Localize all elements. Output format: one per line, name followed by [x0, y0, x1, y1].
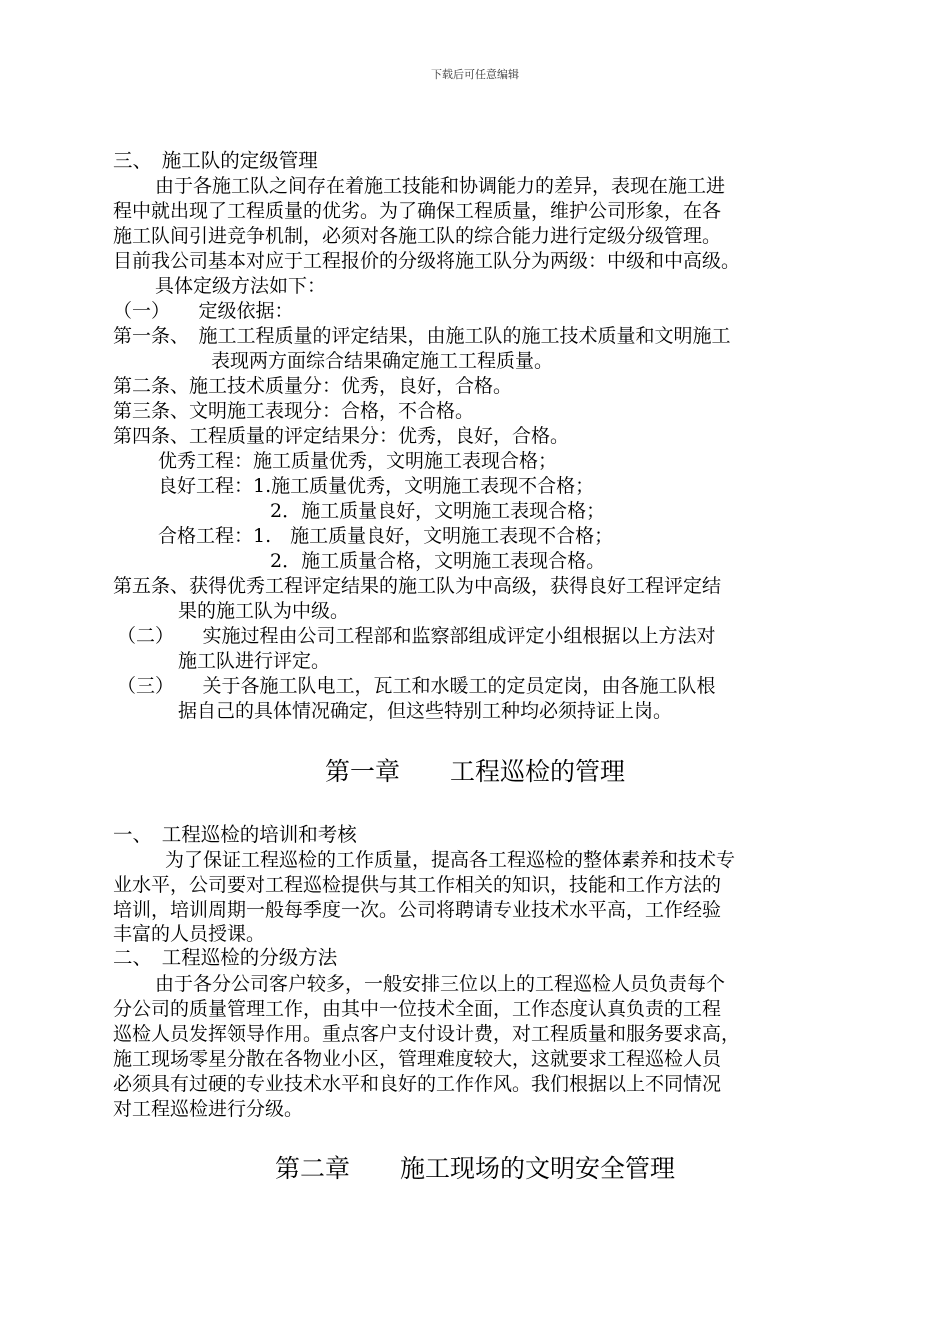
page-header: 下载后可任意编辑 [431, 68, 519, 81]
article-5-cont: 果的施工队为中级。 [178, 600, 350, 622]
item-3-cont: 据自己的具体情况确定，但这些特别工种均必须持证上岗。 [178, 700, 673, 722]
article-5: 第五条、获得优秀工程评定结果的施工队为中高级，获得良好工程评定结 [113, 575, 722, 597]
body-line: 为了保证工程巡检的工作质量，提高各工程巡检的整体素养和技术专 [165, 849, 736, 871]
chapter-1-section-1-title: 一、 工程巡检的培训和考核 [113, 823, 357, 846]
body-line: 目前我公司基本对应于工程报价的分级将施工队分为两级：中级和中高级。 [113, 250, 741, 272]
chapter-1-section-2-title: 二、 工程巡检的分级方法 [113, 946, 338, 969]
body-line: 由于各分公司客户较多，一般安排三位以上的工程巡检人员负责每个 [155, 973, 726, 995]
article-4: 第四条、工程质量的评定结果分：优秀，良好，合格。 [113, 425, 570, 447]
body-line: 巡检人员发挥领导作用。重点客户支付设计费，对工程质量和服务要求高， [113, 1023, 741, 1045]
item-2-cont: 施工队进行评定。 [178, 650, 331, 672]
grade-pass-2: 2．施工质量合格，文明施工表现合格。 [270, 550, 606, 572]
body-line: 施工现场零星分散在各物业小区，管理难度较大，这就要求工程巡检人员 [113, 1048, 722, 1070]
body-line: 分公司的质量管理工作，由其中一位技术全面，工作态度认真负责的工程 [113, 998, 722, 1020]
section-3-title: 三、 施工队的定级管理 [113, 149, 318, 172]
body-line: 由于各施工队之间存在着施工技能和协调能力的差异，表现在施工进 [155, 175, 726, 197]
grade-excellent: 优秀工程：施工质量优秀，文明施工表现合格； [158, 450, 558, 472]
item-3: （三） 关于各施工队电工，瓦工和水暖工的定员定岗，由各施工队根 [117, 675, 716, 697]
item-2: （二） 实施过程由公司工程部和监察部组成评定小组根据以上方法对 [117, 625, 716, 647]
body-line: 对工程巡检进行分级。 [113, 1098, 304, 1120]
body-line: 丰富的人员授课。 [113, 923, 266, 945]
grade-good-1: 良好工程：1.施工质量优秀，文明施工表现不合格； [158, 475, 595, 497]
body-line: 必须具有过硬的专业技术水平和良好的工作作风。我们根据以上不同情况 [113, 1073, 722, 1095]
chapter-1-title: 第一章 工程巡检的管理 [324, 757, 625, 786]
grade-good-2: 2．施工质量良好，文明施工表现合格； [270, 500, 606, 522]
grade-pass-1: 合格工程：1. 施工质量良好，文明施工表现不合格； [158, 525, 614, 547]
body-line: （一） 定级依据： [113, 300, 294, 322]
body-line: 业水平，公司要对工程巡检提供与其工作相关的知识，技能和工作方法的 [113, 874, 722, 896]
article-1-cont: 表现两方面综合结果确定施工工程质量。 [211, 350, 554, 372]
body-line: 具体定级方法如下： [155, 275, 327, 297]
body-line: 培训，培训周期一般每季度一次。公司将聘请专业技术水平高，工作经验 [113, 899, 722, 921]
body-line: 程中就出现了工程质量的优劣。为了确保工程质量，维护公司形象，在各 [113, 200, 722, 222]
article-3: 第三条、文明施工表现分：合格，不合格。 [113, 400, 475, 422]
chapter-2-title: 第二章 施工现场的文明安全管理 [274, 1154, 675, 1183]
article-1: 第一条、 施工工程质量的评定结果，由施工队的施工技术质量和文明施工 [113, 325, 731, 347]
body-line: 施工队间引进竞争机制，必须对各施工队的综合能力进行定级分级管理。 [113, 225, 722, 247]
article-2: 第二条、施工技术质量分：优秀，良好，合格。 [113, 375, 513, 397]
